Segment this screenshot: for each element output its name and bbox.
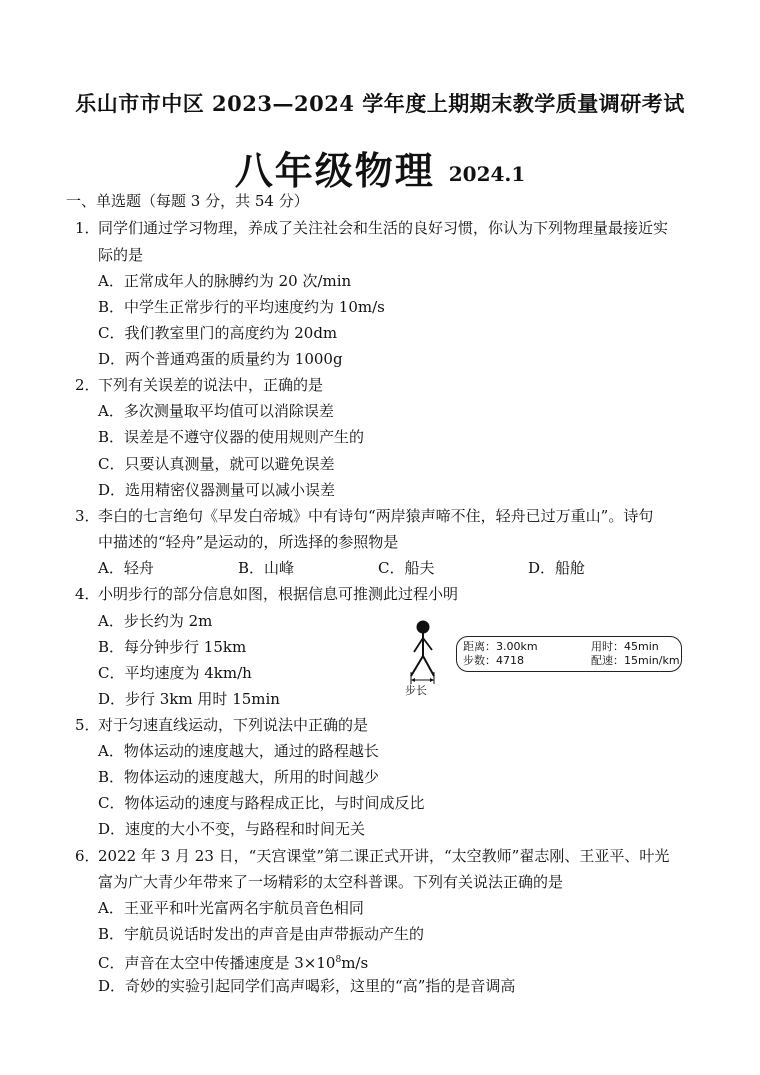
question-stem: 李白的七言绝句《早发白帝城》中有诗句“两岸猿声啼不住，轻舟已过万重山”。诗句 xyxy=(98,507,654,525)
option-d: D．速度的大小不变，与路程和时间无关 xyxy=(98,820,366,838)
time-stat: 用时：45min xyxy=(591,640,659,653)
walking-stats-box xyxy=(456,636,682,672)
option-a: A．步长约为 2m xyxy=(98,612,213,630)
exam-title: 乐山市市中区 2023—2024 学年度上期期末教学质量调研考试 xyxy=(75,91,685,116)
pace-stat: 配速：15min/km xyxy=(591,654,680,667)
question-number: 2． xyxy=(75,376,100,394)
option-d: D．船舱 xyxy=(528,559,586,577)
option-d: D．两个普通鸡蛋的质量约为 1000g xyxy=(98,350,343,368)
option-b: B．每分钟步行 15km xyxy=(98,638,247,656)
option-c: C．船夫 xyxy=(378,559,435,577)
option-d: D．步行 3km 用时 15min xyxy=(98,690,280,708)
question-stem: 小明步行的部分信息如图，根据信息可推测此过程小明 xyxy=(98,585,459,603)
option-d: D．选用精密仪器测量可以减小误差 xyxy=(98,481,336,499)
question-stem: 2022 年 3 月 23 日，“天宫课堂”第二课正式开讲，“太空教师”翟志刚、王亚平、叶光 xyxy=(98,847,670,865)
question-stem: 中描述的“轻舟”是运动的，所选择的参照物是 xyxy=(98,533,399,551)
option-c-text: C．声音在太空中传播速度是 3×10 xyxy=(98,954,336,972)
option-c: C．平均速度为 4km/h xyxy=(98,664,252,682)
question-stem: 对于匀速直线运动，下列说法中正确的是 xyxy=(98,716,369,734)
option-b: B．宇航员说话时发出的声音是由声带振动产生的 xyxy=(98,925,425,943)
question-number: 1． xyxy=(75,219,100,237)
unit-text: m/s xyxy=(341,954,369,972)
option-b: B．山峰 xyxy=(238,559,295,577)
option-c xyxy=(98,950,368,973)
distance-stat: 距离：3.00km xyxy=(463,640,538,653)
option-a: A．多次测量取平均值可以消除误差 xyxy=(98,402,334,420)
option-a: A．正常成年人的脉膊约为 20 次/min xyxy=(98,272,352,290)
question-stem: 富为广大青少年带来了一场精彩的太空科普课。下列有关说法正确的是 xyxy=(98,873,564,891)
option-b: B．中学生正常步行的平均速度约为 10m/s xyxy=(98,298,385,316)
subject-name: 八年级物理 xyxy=(234,148,435,193)
question-number: 3． xyxy=(75,507,100,525)
option-c: C．只要认真测量，就可以避免误差 xyxy=(98,455,335,473)
steps-stat: 步数：4718 xyxy=(463,654,524,667)
question-stem: 下列有关误差的说法中，正确的是 xyxy=(98,376,324,394)
option-a: A．轻舟 xyxy=(98,559,154,577)
section-title: 一、单选题（每题 3 分，共 54 分） xyxy=(66,192,309,210)
option-c: C．物体运动的速度与路程成正比，与时间成反比 xyxy=(98,794,425,812)
option-b: B．物体运动的速度越大，所用的时间越少 xyxy=(98,768,380,786)
exam-date: 2024.1 xyxy=(448,162,526,186)
question-stem: 同学们通过学习物理，养成了关注社会和生活的良好习惯，你认为下列物理量最接近实 xyxy=(98,219,669,237)
option-a: A．王亚平和叶光富两名宇航员音色相同 xyxy=(98,899,364,917)
question-number: 5． xyxy=(75,716,100,734)
stride-label: 步长 xyxy=(405,684,427,697)
question-stem: 际的是 xyxy=(98,246,144,264)
walking-figure xyxy=(396,616,696,706)
question-number: 6． xyxy=(75,847,100,865)
question-number: 4． xyxy=(75,585,100,603)
option-d: D．奇妙的实验引起同学们高声喝彩，这里的“高”指的是音调高 xyxy=(98,977,516,995)
exponent: 8 xyxy=(335,955,342,965)
subject-heading xyxy=(0,140,760,195)
option-c: C．我们教室里门的高度约为 20dm xyxy=(98,324,338,342)
option-a: A．物体运动的速度越大，通过的路程越长 xyxy=(98,742,379,760)
option-b: B．误差是不遵守仪器的使用规则产生的 xyxy=(98,428,365,446)
